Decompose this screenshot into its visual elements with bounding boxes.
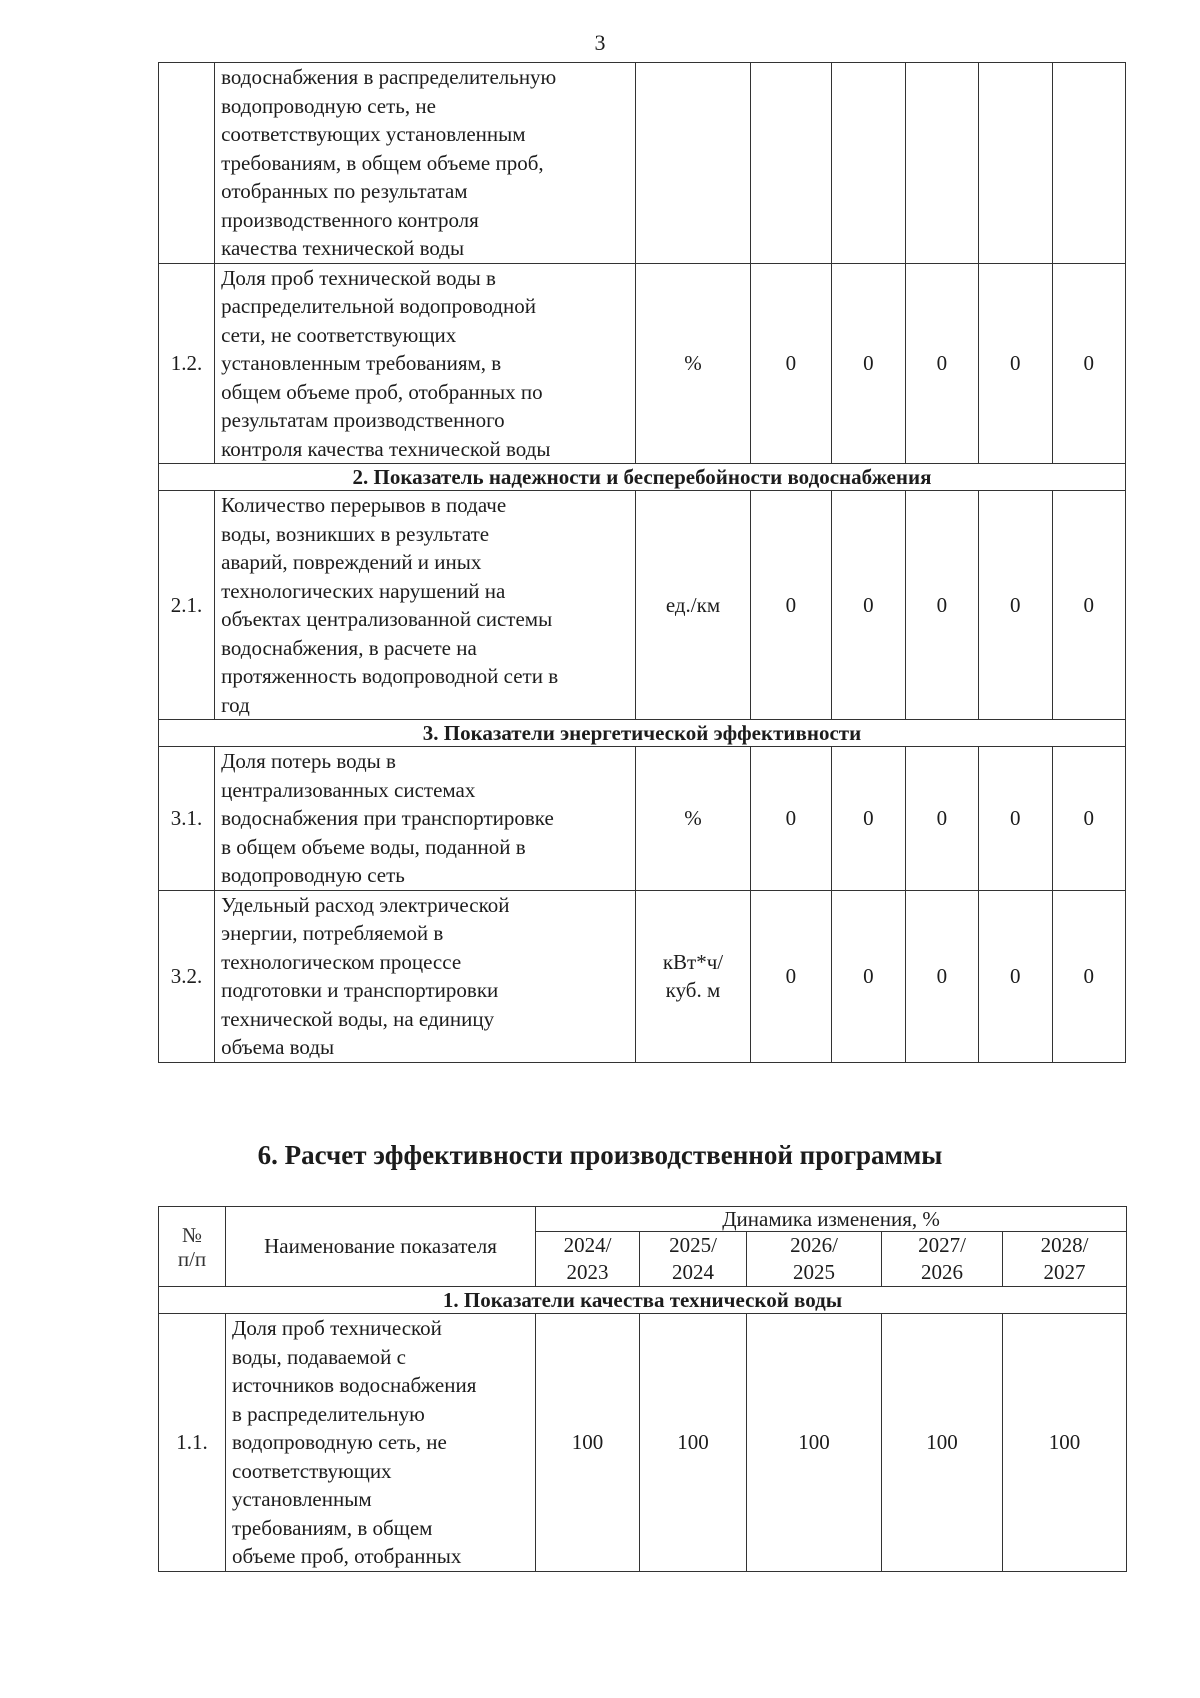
indicator-name-line: в общем объеме воды, поданной в [221,834,526,859]
indicator-name [215,890,636,1062]
value-cell [832,63,905,264]
value-cell [1052,63,1126,264]
indicators-table-body [159,63,1126,1063]
value-cell: 0 [1052,890,1126,1062]
indicator-name-line: Доля потерь воды в [221,749,396,773]
indicator-name-line: производственного контроля [221,207,479,232]
indicator-name-line: отобранных по результатам [221,179,468,203]
unit-cell: % [636,263,750,464]
value-cell: 100 [640,1314,747,1572]
indicator-name [215,747,636,891]
indicator-name-line: воды, возникших в результате [221,521,490,546]
value-cell [905,63,978,264]
indicator-name-line: водоснабжения при транспортировке [221,806,554,830]
value-cell: 100 [1003,1314,1127,1572]
section-heading: 1. Показатели качества технической воды [159,1287,1127,1314]
row-number: 3.1. [159,747,215,891]
value-cell: 0 [1052,747,1126,891]
indicator-name-line: протяженность водопроводной сети в [221,664,559,688]
value-cell: 0 [979,263,1052,464]
section-row [159,1287,1127,1314]
indicator-name-line: соответствующих [232,1458,392,1483]
indicator-name-line: качества технической воды [221,236,465,260]
indicator-name [215,263,636,464]
value-cell: 0 [750,890,832,1062]
table-row [159,491,1126,720]
indicator-name-line: Количество перерывов в подаче [221,493,507,517]
indicator-name-line: технологических нарушений на [221,578,506,603]
value-cell: 0 [1052,491,1126,720]
value-cell: 0 [979,491,1052,720]
table-row [159,263,1126,464]
indicator-name-line: контроля качества технической воды [221,436,551,461]
table-header-row [159,1207,1127,1232]
header-period: 2028/ 2027 [1003,1232,1127,1287]
indicator-name-line: технологическом процессе [221,949,462,974]
indicator-name-line: аварий, повреждений и иных [221,550,482,574]
header-num: № п/п [159,1207,226,1287]
header-period: 2027/ 2026 [882,1232,1003,1287]
table-row [159,747,1126,891]
indicator-name-line: Удельный расход электрической [221,892,510,917]
indicator-name [215,63,636,264]
section-row [159,464,1126,491]
indicator-name-line: водоснабжения в распределительную [221,65,557,89]
indicator-name-line: водопроводную сеть [221,863,405,887]
row-number: 2.1. [159,491,215,720]
unit-cell: кВт*ч/ куб. м [636,890,750,1062]
efficiency-table [158,1206,1127,1572]
indicator-name-line: технической воды, на единицу [221,1006,495,1031]
indicator-name [215,491,636,720]
indicators-table [158,62,1126,1063]
section-heading: 2. Показатель надежности и бесперебойности водоснабжения [159,464,1126,491]
value-cell: 0 [979,747,1052,891]
unit-cell: % [636,747,750,891]
value-cell: 100 [747,1314,882,1572]
value-cell: 0 [750,747,832,891]
indicator-name-line: водопроводную сеть, не [232,1430,447,1454]
indicator-name-line: распределительной водопроводной [221,294,536,318]
table-row [159,63,1126,264]
value-cell: 0 [1052,263,1126,464]
unit-cell [636,63,750,264]
section-6-title: 6. Расчет эффективности производственной программы [257,1140,943,1170]
indicator-name-line: год [221,692,250,717]
value-cell: 0 [750,491,832,720]
indicator-name-line: централизованных системах [221,777,476,802]
row-number: 1.1. [159,1314,226,1572]
value-cell: 0 [905,747,978,891]
value-cell: 100 [882,1314,1003,1572]
value-cell: 0 [979,890,1052,1062]
indicator-name-line: водоснабжения, в расчете на [221,635,477,660]
value-cell: 0 [832,263,905,464]
value-cell: 0 [832,890,905,1062]
value-cell [979,63,1052,264]
value-cell: 0 [905,890,978,1062]
table-row [159,890,1126,1062]
value-cell: 100 [536,1314,640,1572]
indicator-name-line: требованиям, в общем [232,1515,433,1540]
header-period: 2025/ 2024 [640,1232,747,1287]
unit-cell: ед./км [636,491,750,720]
indicator-name-line: Доля проб технической воды в [221,265,496,290]
value-cell: 0 [750,263,832,464]
indicator-name-line: соответствующих установленным [221,122,526,146]
value-cell [750,63,832,264]
value-cell: 0 [832,747,905,891]
page-number: 3 [594,30,606,55]
indicator-name-line: объеме проб, отобранных [232,1544,462,1568]
row-number: 3.2. [159,890,215,1062]
indicator-name-line: в распределительную [232,1401,425,1426]
indicator-name-line: общем объеме проб, отобранных по [221,379,543,404]
indicator-name [226,1314,536,1572]
indicator-name-line: воды, подаваемой с [232,1344,406,1369]
efficiency-table-body [159,1207,1127,1572]
row-number [159,63,215,264]
header-period: 2024/ 2023 [536,1232,640,1287]
header-name: Наименование показателя [226,1207,536,1287]
indicator-name-line: подготовки и транспортировки [221,978,499,1002]
header-period: 2026/ 2025 [747,1232,882,1287]
value-cell: 0 [832,491,905,720]
indicator-name-line: энергии, потребляемой в [221,921,444,945]
indicator-name-line: требованиям, в общем объеме проб, [221,150,544,175]
indicator-name-line: установленным требованиям, в [221,351,502,375]
indicator-name-line: результатам производственного [221,408,505,432]
section-row [159,720,1126,747]
indicator-name-line: объектах централизованной системы [221,607,553,631]
table-row [159,1314,1127,1572]
indicator-name-line: сети, не соответствующих [221,322,457,347]
header-dynamics: Динамика изменения, % [536,1207,1127,1232]
indicator-name-line: Доля проб технической [232,1316,442,1340]
section-heading: 3. Показатели энергетической эффективности [159,720,1126,747]
indicator-name-line: установленным [232,1487,372,1511]
indicator-name-line: источников водоснабжения [232,1373,477,1397]
value-cell: 0 [905,491,978,720]
indicator-name-line: объема воды [221,1035,335,1059]
row-number: 1.2. [159,263,215,464]
value-cell: 0 [905,263,978,464]
indicator-name-line: водопроводную сеть, не [221,93,436,118]
